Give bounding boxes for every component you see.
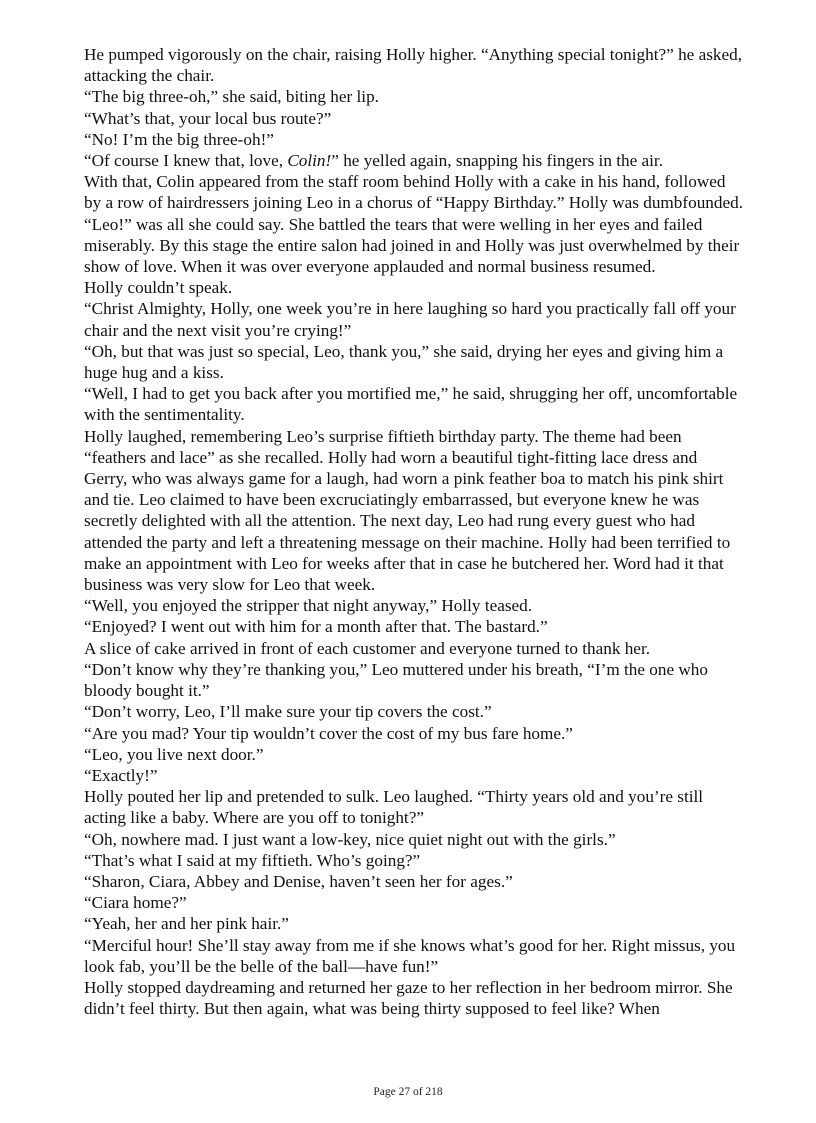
paragraph: Holly laughed, remembering Leo’s surprise fiftieth birthday party. The theme had been “feathers and lace” as she recalled. Holly had worn a beautiful tight-fitting lace dress and Gerry, who was always game for a laugh, had worn a pink feather boa to match his pink shirt and tie. Leo claimed to have been excruciatingly embarrassed, but everyone knew he was secretly delighted with all the attention. The next day, Leo had rung every guest who had attended the party and left a threatening message on their machine. Holly had been terrified to make an appointment with Leo for weeks after that in case he butchered her. Word had it that business was very slow for Leo that week. xyxy=(84,426,731,595)
paragraph: Holly stopped daydreaming and returned her gaze to her reflection in her bedroom mirror. She didn’t feel thirty. But then again, what was being thirty supposed to feel like? When xyxy=(84,977,733,1019)
paragraph: “Oh, but that was just so special, Leo, thank you,” she said, drying her eyes and giving him a huge hug and a kiss. xyxy=(84,341,724,383)
paragraph: He pumped vigorously on the chair, raising Holly higher. “Anything special tonight?” he asked, attacking the chair. xyxy=(84,45,743,86)
paragraph xyxy=(84,150,744,171)
paragraph: Holly couldn’t speak. xyxy=(84,278,233,298)
paragraph: A slice of cake arrived in front of each customer and everyone turned to thank her. xyxy=(84,638,651,658)
paragraph-text: ” he yelled again, snapping his fingers in the air. xyxy=(331,151,663,171)
paragraph: “Merciful hour! She’ll stay away from me if she knows what’s good for her. Right missus, you look fab, you’ll be the belle of the ball—have fun!” xyxy=(84,935,736,976)
paragraph: “No! I’m the big three-oh!” xyxy=(84,129,274,149)
paragraph: “Oh, nowhere mad. I just want a low-key, nice quiet night out with the girls.” xyxy=(84,829,616,849)
paragraph: “Exactly!” xyxy=(84,765,158,785)
paragraph: “The big three-oh,” she said, biting her lip. xyxy=(84,87,379,107)
paragraph: “Enjoyed? I went out with him for a month after that. The bastard.” xyxy=(84,617,548,637)
italic-name: Colin! xyxy=(287,151,332,171)
page-number-footer: Page 27 of 218 xyxy=(373,1086,443,1098)
paragraph: “Don’t know why they’re thanking you,” Leo muttered under his breath, “I’m the one who bloody bought it.” xyxy=(84,659,708,701)
paragraph: “That’s what I said at my fiftieth. Who’s going?” xyxy=(84,850,421,870)
paragraph: “Leo, you live next door.” xyxy=(84,744,264,764)
paragraph: “Sharon, Ciara, Abbey and Denise, haven’t seen her for ages.” xyxy=(84,871,513,891)
paragraph: “Are you mad? Your tip wouldn’t cover the cost of my bus fare home.” xyxy=(84,723,573,743)
paragraph: Holly pouted her lip and pretended to sulk. Leo laughed. “Thirty years old and you’re still acting like a baby. Where are you off to tonight?” xyxy=(84,787,704,828)
paragraph: With that, Colin appeared from the staff room behind Holly with a cake in his hand, followed by a row of hairdressers joining Leo in a chorus of “Happy Birthday.” Holly was dumbfounded. “Leo!” was all she could say. She battled the tears that were welling in her eyes and failed miserably. By this stage the entire salon had joined in and Holly was just overwhelmed by their show of love. When it was over everyone applauded and normal business resumed. xyxy=(84,172,744,277)
paragraph: “Well, I had to get you back after you mortified me,” he said, shrugging her off, uncomfortable with the sentimentality. xyxy=(84,384,738,425)
paragraph: “Ciara home?” xyxy=(84,893,187,913)
paragraph: “Well, you enjoyed the stripper that night anyway,” Holly teased. xyxy=(84,596,533,616)
paragraph-text: “Of course I knew that, love, xyxy=(84,151,288,171)
paragraph: “Don’t worry, Leo, I’ll make sure your tip covers the cost.” xyxy=(84,702,492,722)
paragraph: “Yeah, her and her pink hair.” xyxy=(84,914,289,934)
paragraph: “Christ Almighty, Holly, one week you’re in here laughing so hard you practically fall off your chair and the next visit you’re crying!” xyxy=(84,299,736,340)
body-text xyxy=(84,44,744,1019)
paragraph: “What’s that, your local bus route?” xyxy=(84,108,332,128)
